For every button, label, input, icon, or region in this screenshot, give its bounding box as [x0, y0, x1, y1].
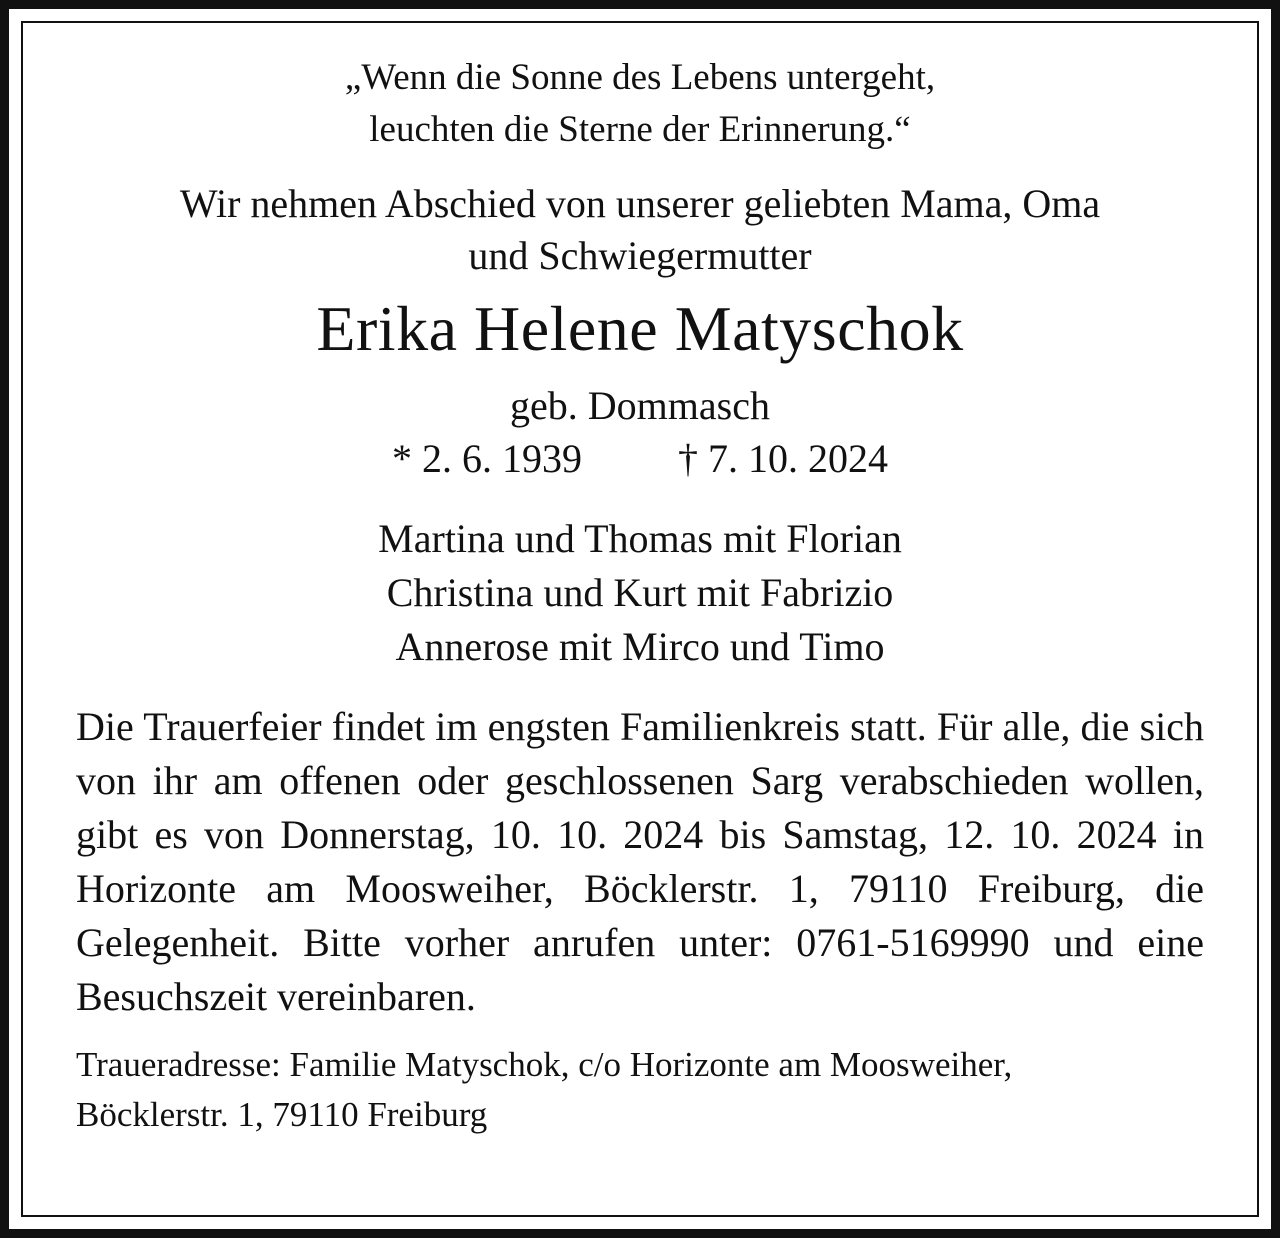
life-dates — [76, 432, 1204, 486]
funeral-notice-text: Die Trauerfeier findet im engsten Familienkreis statt. Für alle, die sich von ihr am offenen oder geschlossenen Sarg verabschieden wollen, gibt es von Donnerstag, 10. 10. 2024 bis Samstag, 12. 10. 2024 in Horizonte am Moosweiher, Böcklerstr. 1, 79110 Freiburg, die Gelegenheit. Bitte vorher anrufen unter: 0761-5169990 und eine Besuchszeit vereinbaren. — [76, 704, 1204, 1019]
quote-line-2: leuchten die Sterne der Erinnerung.“ — [369, 109, 911, 150]
memorial-quote — [76, 52, 1204, 156]
birth-date: * 2. 6. 1939 — [392, 436, 582, 481]
birth-name: geb. Dommasch — [510, 383, 770, 428]
address-line-2: Böcklerstr. 1, 79110 Freiburg — [76, 1095, 488, 1134]
farewell-statement — [76, 178, 1204, 282]
mourners-list — [76, 512, 1204, 674]
death-date: † 7. 10. 2024 — [678, 436, 888, 481]
farewell-line-1: Wir nehmen Abschied von unserer geliebten Mama, Oma — [179, 181, 1101, 226]
mourning-address — [76, 1040, 1204, 1140]
mourner-line: Christina und Kurt mit Fabrizio — [386, 570, 894, 615]
mourner-line: Martina und Thomas mit Florian — [378, 516, 902, 561]
address-line-1: Traueradresse: Familie Matyschok, c/o Horizonte am Moosweiher, — [76, 1045, 1013, 1084]
deceased-name: Erika Helene Matyschok — [316, 293, 964, 364]
quote-line-1: „Wenn die Sonne des Lebens untergeht, — [344, 57, 936, 98]
obituary-notice — [76, 52, 1204, 1140]
farewell-line-2: und Schwiegermutter — [468, 233, 812, 278]
mourner-line: Annerose mit Mirco und Timo — [395, 624, 885, 669]
